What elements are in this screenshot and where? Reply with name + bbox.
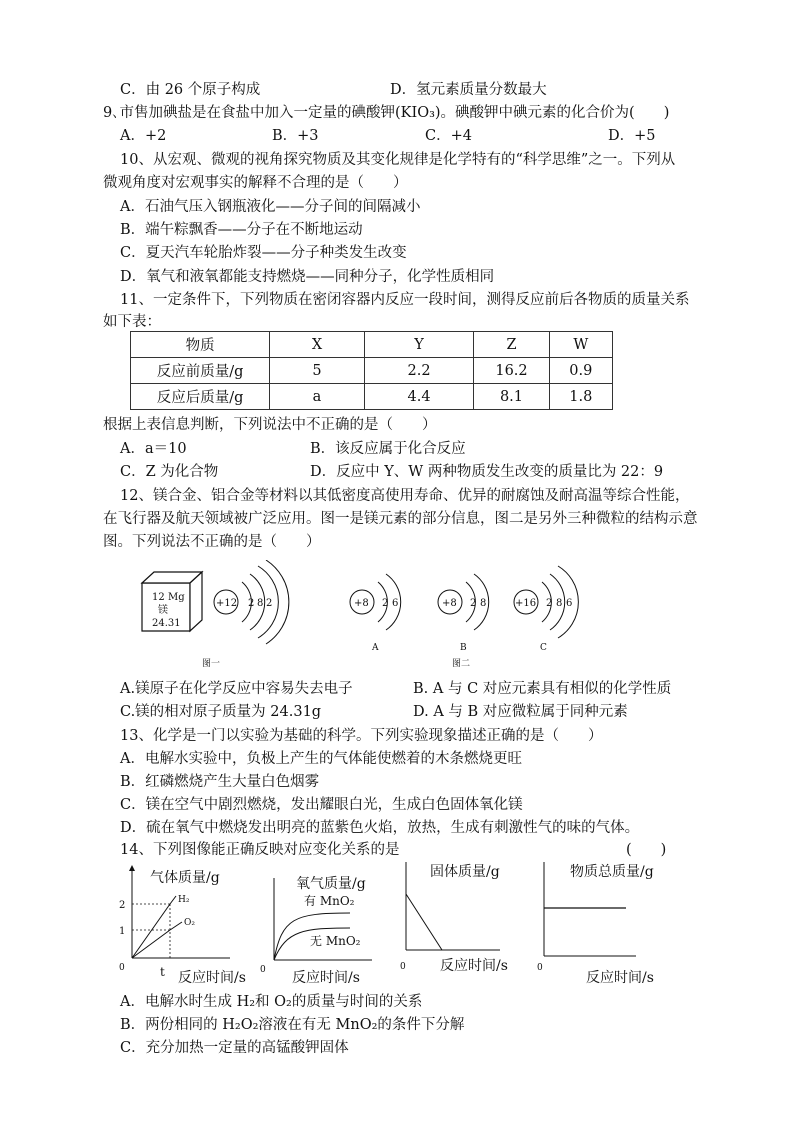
graph-2-ylabel: 氧气质量/g bbox=[296, 876, 366, 892]
graph-1-tick-2: 2 bbox=[119, 900, 126, 911]
q9-option-d: D．+5 bbox=[608, 128, 656, 144]
mg-atom-diagram bbox=[214, 560, 289, 644]
option-d: D．氢元素质量分数最大 bbox=[390, 82, 547, 98]
graph-1 bbox=[119, 868, 246, 986]
figure-caption-2: 图二 bbox=[452, 659, 471, 669]
graph-3 bbox=[400, 862, 508, 974]
table-cell: Z bbox=[474, 332, 549, 358]
mass-table bbox=[130, 331, 613, 410]
option-c: C．由 26 个原子构成 bbox=[120, 82, 261, 98]
table-cell: Y bbox=[364, 332, 474, 358]
particle-a-diagram bbox=[350, 574, 401, 653]
q11-option-b: B．该反应属于化合反应 bbox=[310, 441, 466, 457]
particle-label: C bbox=[540, 643, 547, 653]
q9-stem: 9､市售加碘盐是在食盐中加入一定量的碘酸钾(KIO₃)。碘酸钾中碘元素的化合价为( ) bbox=[103, 105, 670, 121]
q10-option-b: B．端午粽飘香——分子在不断地运动 bbox=[120, 222, 363, 238]
graph-1-ylabel: 气体质量/g bbox=[150, 870, 220, 886]
table-cell: 反应后质量/g bbox=[131, 384, 270, 410]
graph-1-o2: O₂ bbox=[184, 918, 195, 928]
graph-2-with-mno2: 有 MnO₂ bbox=[304, 894, 355, 908]
table-cell: 1.8 bbox=[549, 384, 612, 410]
table-cell: a bbox=[270, 384, 365, 410]
q12-option-c: C.镁的相对原子质量为 24.31g bbox=[120, 704, 322, 720]
q14-option-b: B．两份相同的 H₂O₂溶液在有无 MnO₂的条件下分解 bbox=[120, 1017, 465, 1033]
graph-1-xlabel: 反应时间/s bbox=[178, 970, 246, 986]
q10-option-a: A．石油气压入钢瓶液化——分子间的间隔减小 bbox=[120, 199, 421, 215]
q9-option-c: C．+4 bbox=[425, 128, 472, 144]
graph-1-tick-1: 1 bbox=[119, 926, 126, 937]
shell-electrons: 2 bbox=[248, 598, 255, 609]
nucleus-charge: +12 bbox=[216, 598, 238, 609]
table-cell: X bbox=[270, 332, 365, 358]
q12-stem-1: 12、镁合金、铝合金等材料以其低密度高使用寿命、优异的耐腐蚀及耐高温等综合性能， bbox=[120, 488, 690, 504]
q9-option-b: B．+3 bbox=[272, 128, 319, 144]
q11-option-c: C．Z 为化合物 bbox=[120, 464, 219, 480]
shell-electrons: 8 bbox=[257, 598, 264, 609]
table-cell: 16.2 bbox=[474, 358, 549, 384]
q14-graphs bbox=[110, 858, 670, 988]
atomic-structure-figure bbox=[130, 560, 600, 670]
shell-electrons: 6 bbox=[566, 598, 573, 609]
table-row bbox=[131, 358, 613, 384]
figure-caption-1: 图一 bbox=[202, 659, 221, 669]
graph-1-origin: 0 bbox=[119, 963, 125, 973]
particle-label: B bbox=[460, 643, 467, 653]
nucleus-charge: +16 bbox=[515, 598, 537, 609]
q10-stem-1: 10、从宏观、微观的视角探究物质及其变化规律是化学特有的“科学思维”之一。下列从 bbox=[120, 152, 676, 168]
table-cell: 4.4 bbox=[364, 384, 474, 410]
q10-stem-2: 微观角度对宏观事实的解释不合理的是（ ） bbox=[103, 175, 408, 191]
graph-2-xlabel: 反应时间/s bbox=[292, 970, 360, 986]
element-mass: 24.31 bbox=[152, 618, 181, 629]
shell-electrons: 8 bbox=[480, 598, 487, 609]
element-name: 镁 bbox=[158, 605, 168, 616]
q14-option-c: C．充分加热一定量的高锰酸钾固体 bbox=[120, 1040, 349, 1056]
q9-option-a: A．+2 bbox=[120, 128, 167, 144]
graph-1-t: t bbox=[160, 965, 165, 979]
q12-stem-3: 图。下列说法不正确的是（ ） bbox=[103, 534, 321, 550]
q13-stem: 13、化学是一门以实验为基础的科学。下列实验现象描述正确的是（ ） bbox=[120, 728, 603, 744]
graph-2-origin: 0 bbox=[260, 965, 266, 975]
graph-4 bbox=[537, 862, 654, 986]
graph-2 bbox=[260, 876, 372, 986]
q14-answer-paren: ( ) bbox=[626, 842, 667, 858]
table-cell: 反应前质量/g bbox=[131, 358, 270, 384]
graph-1-h2: H₂ bbox=[178, 895, 190, 905]
table-header-row bbox=[131, 332, 613, 358]
shell-electrons: 6 bbox=[392, 598, 399, 609]
q10-option-c: C．夏天汽车轮胎炸裂——分子种类发生改变 bbox=[120, 245, 407, 261]
element-symbol: Mg bbox=[168, 592, 185, 603]
q14-stem: 14、下列图像能正确反映对应变化关系的是 bbox=[120, 842, 400, 858]
q13-option-b: B．红磷燃烧产生大量白色烟雾 bbox=[120, 774, 320, 790]
particle-c-diagram bbox=[514, 566, 578, 653]
particle-label: A bbox=[372, 643, 379, 653]
shell-electrons: 2 bbox=[546, 598, 553, 609]
graph-2-without-mno2: 无 MnO₂ bbox=[310, 934, 361, 948]
table-cell: 5 bbox=[270, 358, 365, 384]
q13-option-a: A．电解水实验中，负极上产生的气体能使燃着的木条燃烧更旺 bbox=[120, 751, 522, 767]
q11-option-d: D．反应中 Y、W 两种物质发生改变的质量比为 22：9 bbox=[310, 464, 664, 480]
q11-stem-1: 11、一定条件下，下列物质在密闭容器内反应一段时间，测得反应前后各物质的质量关系 bbox=[120, 292, 690, 308]
shell-electrons: 8 bbox=[556, 598, 563, 609]
graph-3-ylabel: 固体质量/g bbox=[430, 864, 500, 880]
q12-option-b: B. A 与 C 对应元素具有相似的化学性质 bbox=[413, 681, 672, 697]
graph-3-origin: 0 bbox=[400, 962, 406, 972]
q12-option-a: A.镁原子在化学反应中容易失去电子 bbox=[120, 681, 353, 697]
graph-4-ylabel: 物质总质量/g bbox=[570, 864, 654, 880]
table-cell: 0.9 bbox=[549, 358, 612, 384]
graph-4-xlabel: 反应时间/s bbox=[586, 970, 654, 986]
q12-stem-2: 在飞行器及航天领域被广泛应用。图一是镁元素的部分信息，图二是另外三种微粒的结构示意 bbox=[103, 511, 698, 527]
nucleus-charge: +8 bbox=[442, 598, 457, 609]
graph-3-xlabel: 反应时间/s bbox=[440, 958, 508, 974]
table-row bbox=[131, 384, 613, 410]
q12-option-d: D. A 与 B 对应微粒属于同种元素 bbox=[413, 704, 628, 720]
graph-4-origin: 0 bbox=[537, 963, 543, 973]
q10-option-d: D．氧气和液氧都能支持燃烧——同种分子，化学性质相同 bbox=[120, 269, 495, 285]
shell-electrons: 2 bbox=[266, 598, 273, 609]
shell-electrons: 2 bbox=[382, 598, 389, 609]
table-cell: 8.1 bbox=[474, 384, 549, 410]
particle-b-diagram bbox=[438, 574, 489, 653]
q11-after: 根据上表信息判断，下列说法中不正确的是（ ） bbox=[103, 417, 437, 433]
q11-stem-2: 如下表： bbox=[103, 314, 161, 330]
table-cell: 2.2 bbox=[364, 358, 474, 384]
q13-option-c: C．镁在空气中剧烈燃烧，发出耀眼白光，生成白色固体氧化镁 bbox=[120, 797, 523, 813]
q14-option-a: A．电解水时生成 H₂和 O₂的质量与时间的关系 bbox=[120, 994, 423, 1010]
nucleus-charge: +8 bbox=[354, 598, 369, 609]
q11-option-a: A．a＝10 bbox=[120, 441, 187, 457]
element-card bbox=[142, 572, 202, 631]
shell-electrons: 2 bbox=[470, 598, 477, 609]
table-cell: W bbox=[549, 332, 612, 358]
q13-option-d: D．硫在氧气中燃烧发出明亮的蓝紫色火焰，放热，生成有刺激性气的味的气体。 bbox=[120, 820, 640, 836]
element-number: 12 bbox=[152, 592, 165, 603]
table-cell: 物质 bbox=[131, 332, 270, 358]
